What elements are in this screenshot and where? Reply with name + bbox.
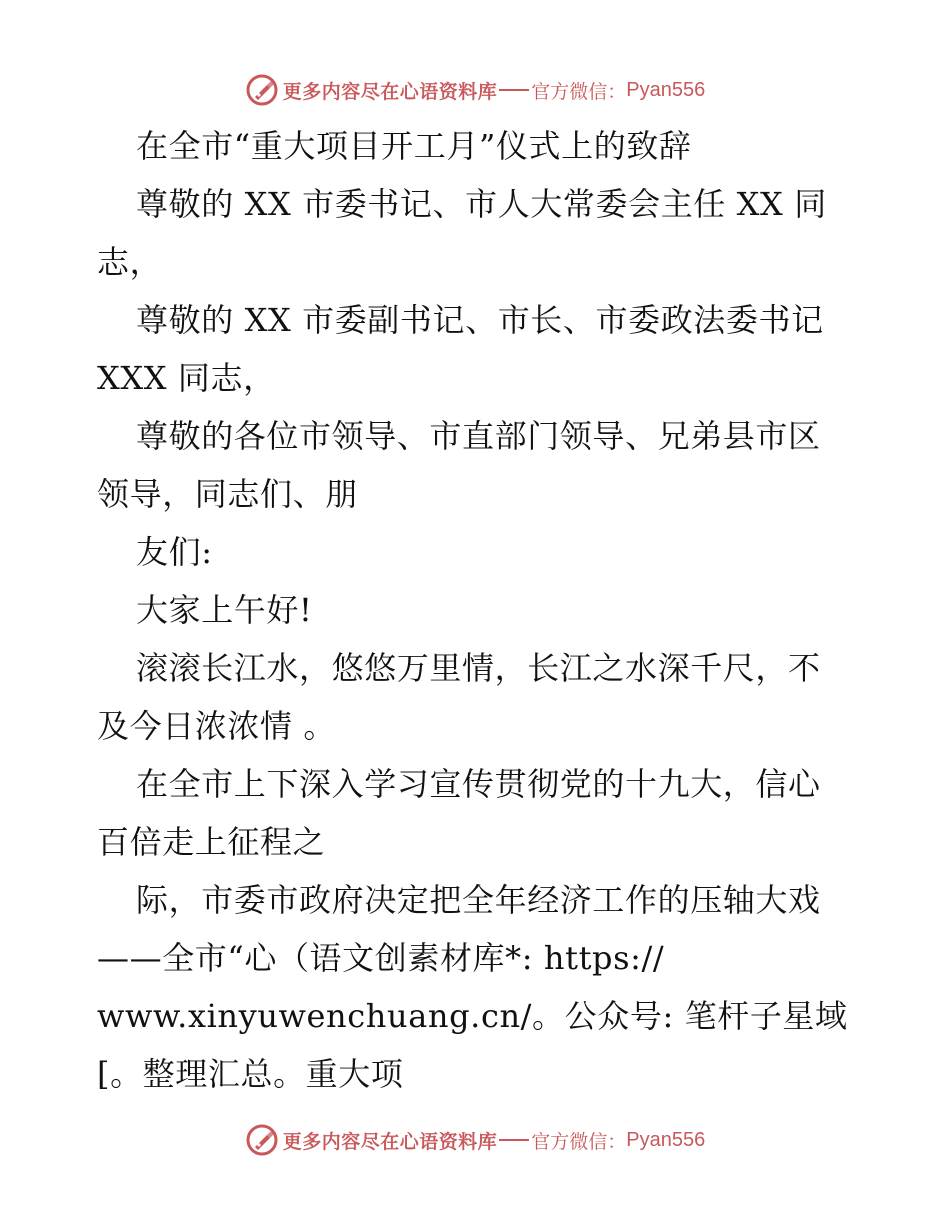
watermark-dash	[499, 1139, 529, 1141]
pen-nib-logo-icon	[245, 1123, 279, 1157]
paragraph-line: XXX 同志，	[97, 359, 276, 397]
paragraph-line: 大家上午好!	[136, 591, 313, 629]
watermark-label-text: 官方微信：	[531, 1130, 627, 1153]
watermark-label-text: 官方微信：	[531, 80, 627, 103]
paragraph-line: 及今日浓浓情 。	[97, 707, 336, 745]
document-title: 在全市“重大项目开工月”仪式上的致辞	[136, 127, 692, 165]
paragraph-line: 尊敬的 XX 市委副书记、市长、市委政法委书记	[136, 301, 824, 339]
header-watermark	[0, 70, 950, 110]
paragraph-line: 友们:	[136, 533, 213, 571]
watermark-wechat-id: Pyan556	[626, 78, 706, 101]
watermark-dash	[499, 89, 529, 91]
paragraph-line: 百倍走上征程之	[97, 823, 326, 861]
watermark-brand-text: 更多内容尽在心语资料库	[282, 80, 498, 103]
paragraph-line: 滚滚长江水，悠悠万里情，长江之水深千尺，不	[136, 649, 821, 687]
paragraph-line: 领导，同志们、朋	[97, 475, 358, 513]
paragraph-line: 际，市委市政府决定把全年经济工作的压轴大戏	[136, 881, 821, 919]
paragraph-line: 志，	[97, 243, 163, 281]
paragraph-line: ——全市“心（语文创素材库*: https://	[97, 939, 665, 977]
paragraph-line: [。整理汇总。重大项	[97, 1055, 404, 1093]
footer-watermark	[0, 1120, 950, 1160]
watermark-wechat-id: Pyan556	[626, 1128, 706, 1151]
paragraph-line: 尊敬的 XX 市委书记、市人大常委会主任 XX 同	[136, 185, 827, 223]
paragraph-line: 在全市上下深入学习宣传贯彻党的十九大，信心	[136, 765, 821, 803]
paragraph-line: 尊敬的各位市领导、市直部门领导、兄弟县市区	[136, 417, 821, 455]
paragraph-line: www.xinyuwenchuang.cn/。公众号: 笔杆子星域	[97, 997, 848, 1035]
pen-nib-logo-icon	[245, 73, 279, 107]
watermark-brand-text: 更多内容尽在心语资料库	[282, 1130, 498, 1153]
